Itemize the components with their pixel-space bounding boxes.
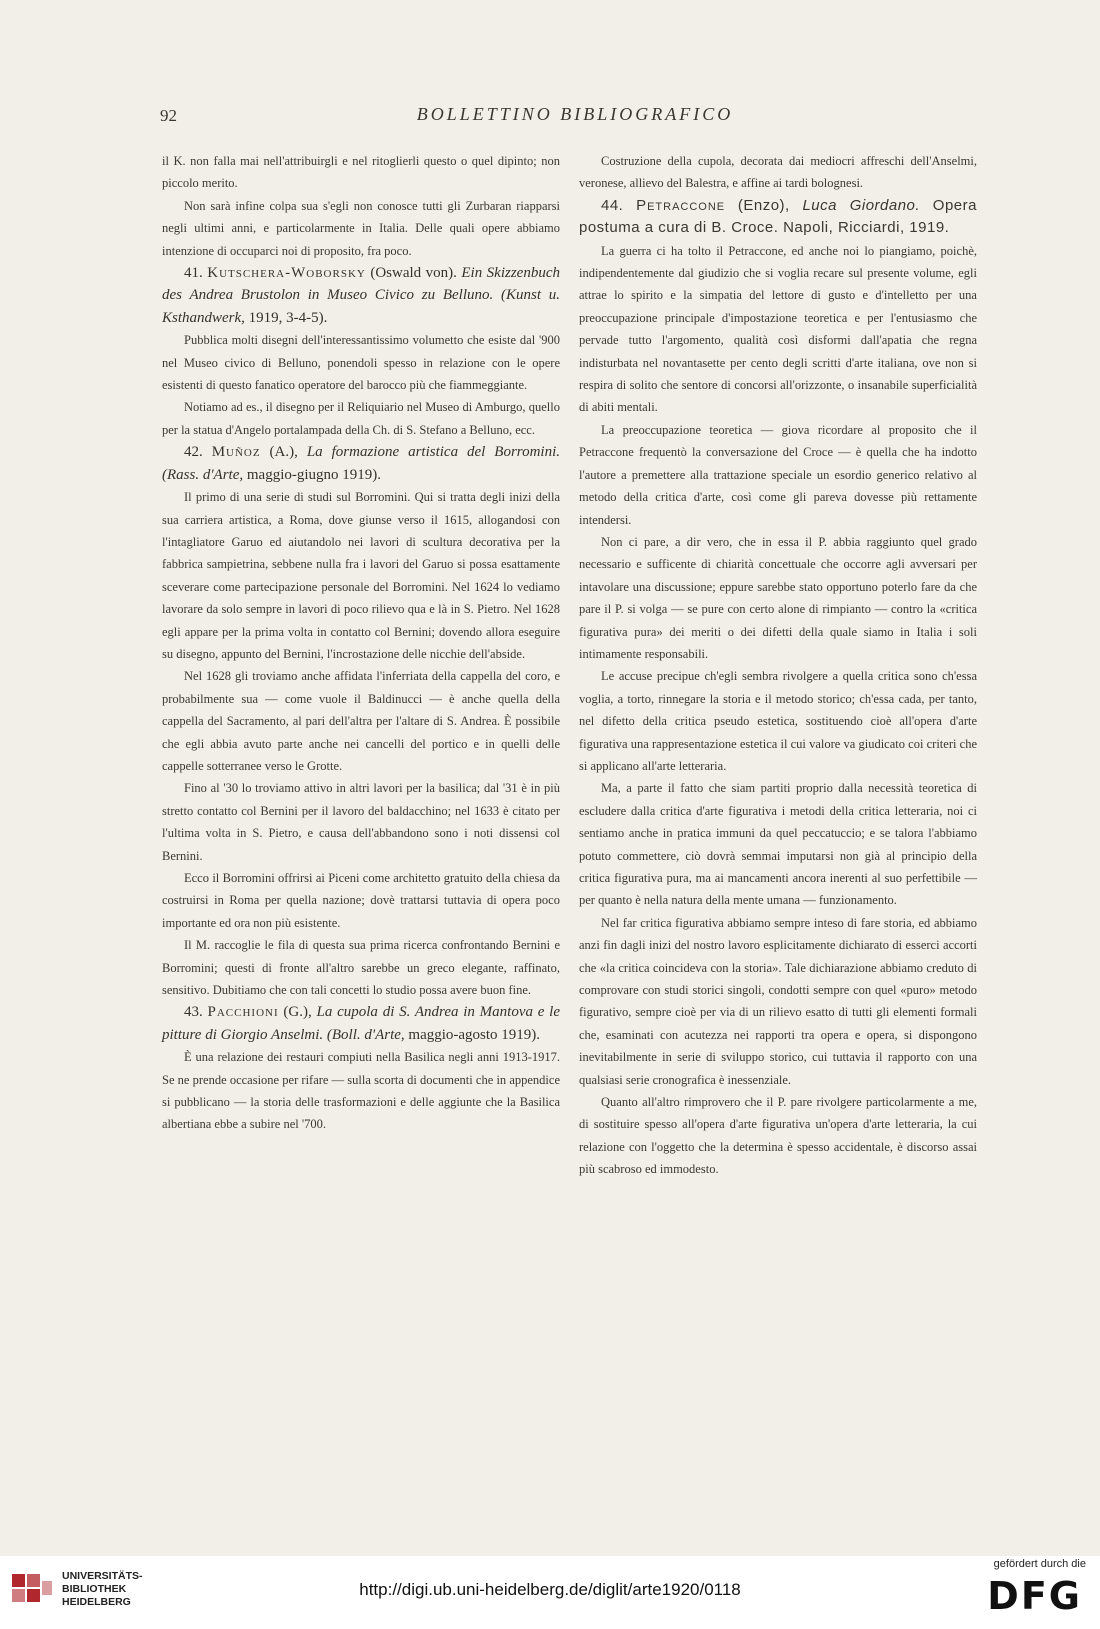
footer-bar bbox=[0, 1556, 1100, 1629]
paragraph: Costruzione della cupola, decorata dai mediocri affreschi dell'Anselmi, veronese, allievo del Balestra, e affine ai tardi bolognesi. bbox=[579, 154, 977, 191]
library-name-line: UNIVERSITÄTS- bbox=[62, 1570, 143, 1582]
entry-title: Luca Giordano. bbox=[802, 196, 921, 214]
paragraph: Ecco il Borromini offrirsi ai Piceni come architetto gratuito della chiesa da costruirsi in Roma per quella nazione; dovè trattarsi tuttavia di opera poco importante ed ora non più esistente. bbox=[162, 871, 560, 930]
paragraph: Fino al '30 lo troviamo attivo in altri lavori per la basilica; dal '31 è in più stretto contatto col Bernini per il lavoro del baldacchino; nel 1633 è citato per l'ultima volta in S. Pietro, e causa dell'abbandono sono i noti dissensi col Bernini. bbox=[162, 781, 560, 863]
paragraph: Non sarà infine colpa sua s'egli non conosce tutti gli Zurbaran riapparsi negli ultimi anni, e particolarmente in Italia. Delle quali opere abbiamo intenzione di occuparci noi di proposito, fra poco. bbox=[162, 198, 560, 258]
paragraph: Quanto all'altro rimprovero che il P. pare rivolgere particolarmente a me, di sostituire spesso all'opera d'arte figurativa un'opera d'arte letteraria, la cui relazione con l'oggetto che la determina è spesso accidentale, è discorso assai più scabroso ed immodesto. bbox=[579, 1095, 977, 1177]
entry-source: (Rass. d'Arte, bbox=[162, 466, 244, 483]
paragraph: Pubblica molti disegni dell'interessantissimo volumetto che esiste dal '900 nel Museo civico di Belluno, ponendoli spesso in relazione con le opere esistenti di questo fanatico operatore del barocco più che fiammeggiante. bbox=[162, 333, 560, 393]
source-url-link[interactable]: http://digi.ub.uni-heidelberg.de/diglit/arte1920/0118 bbox=[359, 1580, 741, 1599]
paragraph: È una relazione dei restauri compiuti nella Basilica negli anni 1913-1917. Se ne prende occasione per rifare — sulla scorta di documenti che in appendice si pubblicano — la storia delle trasformazioni e delle aggiunte che la Basilica albertiana ebbe a subire nel '700. bbox=[162, 1050, 560, 1132]
entry-source: (Kunst u. Ksthandwerk, bbox=[162, 287, 560, 326]
entry-author-first: (Oswald von). bbox=[370, 265, 457, 282]
paragraph: il K. non falla mai nell'attribuirgli e nel ritoglierli questo o quel dipinto; non piccolo merito. bbox=[162, 154, 560, 191]
entry-title: Ein Skizzenbuch des Andrea Brustolon in Museo Civico zu Belluno. bbox=[162, 265, 560, 304]
entry-author-first: (A.), bbox=[269, 444, 298, 461]
bibliography-entry-44 bbox=[579, 195, 977, 240]
bibliography-entry-43 bbox=[162, 1001, 560, 1046]
entry-number: 42. bbox=[184, 444, 203, 461]
left-column bbox=[162, 150, 560, 1136]
entry-author-first: (G.), bbox=[283, 1004, 312, 1021]
entry-author: Kutschera-Woborsky bbox=[207, 265, 366, 282]
library-name-line: HEIDELBERG bbox=[62, 1596, 131, 1608]
entry-author-first: (Enzo), bbox=[737, 196, 790, 214]
entry-number: 43. bbox=[184, 1004, 203, 1021]
entry-publication: Opera postuma a cura di B. Croce. Napoli, Ricciardi, 1919. bbox=[579, 196, 977, 237]
entry-author: Muñoz bbox=[211, 444, 261, 461]
entry-date: maggio-giugno 1919). bbox=[246, 466, 382, 483]
entry-author: Pacchioni bbox=[207, 1004, 279, 1021]
entry-number: 44. bbox=[601, 196, 624, 214]
running-head bbox=[160, 104, 990, 134]
bibliography-entry-41 bbox=[162, 262, 560, 329]
paragraph: Il M. raccoglie le fila di questa sua prima ricerca confrontando Bernini e Borromini; questi di fronte all'altro sarebbe un greco elegante, raffinato, sensitivo. Dubitiamo che con tali concetti lo studio possa avere buon fine. bbox=[162, 938, 560, 998]
dfg-logo-icon[interactable]: DFG bbox=[987, 1574, 1082, 1618]
paragraph: Notiamo ad es., il disegno per il Reliquiario nel Museo di Amburgo, quello per la statua d'Angelo portalampada della Ch. di S. Stefano a Belluno, ecc. bbox=[162, 400, 560, 437]
funding-note: gefördert durch die bbox=[993, 1558, 1086, 1570]
paragraph: La guerra ci ha tolto il Petraccone, ed anche noi lo piangiamo, poichè, indipendentemente dal giudizio che si voglia recare sul presente volume, egli attrae lo spirito e la simpatia del lettore di gusto e d'intelletto per una preoccupazione principale d'impostazione teoretica e per l'entusiasmo che pervade tutto l'argomento, qualità così disformi dall'apatia che regna indisturbata nel novantasette per cento degli scritti d'arte italiana, ove non si respira di solito che sentore di concorsi all'orizzonte, o insanabile superficialità di abiti mentali. bbox=[579, 243, 977, 415]
entry-source: (Boll. d'Arte, bbox=[326, 1026, 405, 1043]
entry-title: La cupola di S. Andrea in Mantova e le pitture di Giorgio Anselmi. bbox=[162, 1004, 560, 1043]
paragraph: Non ci pare, a dir vero, che in essa il P. abbia raggiunto quel grado necessario e sufficente di chiarità concettuale che occorre agli avversari per intavolare una discussione; eppure sarebbe stato opportuno poterlo fare da che pare il P. si volga — se pure con certo alone di rimpianto — contro la «critica figurativa pura» dei meriti o dei difetti della quale siamo in Italia i soli intimamente responsabili. bbox=[579, 534, 977, 661]
paragraph: Le accuse precipue ch'egli sembra rivolgere a quella critica sono ch'essa voglia, a torto, rinnegare la storia e il metodo storico; ch'essa cada, per tanto, nel difetto della critica pseudo estetica, sostituendo cioè all'opera d'arte figurativa una rappresentazione estetica il cui valore va giudicato coi criteri che si applicano all'arte letteraria. bbox=[579, 669, 977, 773]
page-number: 92 bbox=[160, 106, 177, 125]
entry-date: 1919, 3-4-5). bbox=[248, 309, 328, 326]
journal-title: BOLLETTINO BIBLIOGRAFICO bbox=[416, 104, 734, 124]
paragraph: Ma, a parte il fatto che siam partiti proprio dalla necessità teoretica di escludere dalla critica d'arte figurativa i metodi della critica letteraria, noi ci sentiamo anche in pratica immuni da quel peccatuccio; e se talora l'abbiamo potuto commettere, ciò dovrà semmai imputarsi non già al principio della critica figurativa pura, ma ai mancamenti ancora inerenti al suo perfettibile — per quanto è nella natura della mente umana — funzionamento. bbox=[579, 781, 977, 908]
paragraph: La preoccupazione teoretica — giova ricordare al proposito che il Petraccone frequentò la conversazione del Croce — è quella che ha indotto l'autore a premettere alla trattazione speciale un esordio generico relativo al metodo della critica d'arte, così come gli pareva dovesse più rettamente intendersi. bbox=[579, 422, 977, 527]
library-name-line: BIBLIOTHEK bbox=[62, 1583, 127, 1595]
entry-date: maggio-agosto 1919). bbox=[408, 1026, 541, 1043]
entry-author: Petraccone bbox=[636, 196, 726, 214]
paragraph: Il primo di una serie di studi sul Borromini. Qui si tratta degli inizi della sua carriera artistica, a Roma, dove giunse verso il 1615, allogandosi con l'intagliatore Garuo ed aiutandolo nei lavori di scultura decorativa per la fabbrica sampietrina, sebbene nulla fra i lavori del Garuo si possa esattamente sceverare come partecipazione personale del Borromini. Nel 1624 lo vediamo lavorare da solo sempre in lavori di poco rilievo qua e là in S. Pietro. Nel 1628 egli appare per la prima volta in contatto col Bernini; dovendo allora eseguire su disegno, appunto del Bernini, l'incrostazione delle nicchie dell'abside. bbox=[162, 490, 560, 661]
paragraph: Nel 1628 gli troviamo anche affidata l'inferriata della cappella del coro, e probabilmente sua — come vuole il Baldinucci — è anche quella della cappella del Sacramento, al pari dell'altra per l'altare di S. Andrea. È possibile che egli abbia avuto parte anche nei cancelli del portico e in quelli delle cappelle sotterranee verso le Grotte. bbox=[162, 669, 560, 773]
entry-title: La formazione artistica del Borromini. bbox=[306, 444, 560, 461]
right-column bbox=[579, 150, 977, 1181]
bibliography-entry-42 bbox=[162, 441, 560, 486]
paragraph: Nel far critica figurativa abbiamo sempre inteso di fare storia, ed abbiamo anzi fin dagli inizi del nostro lavoro esplicitamente dichiarato di esserci accorti che «la critica coincideva con la storia». Tale dichiarazione abbiamo creduto di comprovare con studi storici singoli, condotti sempre con quel «puro» metodo figurativo, sempre cioè per via di un rilievo esatto di tutti gli elementi formali che, esaminati con acutezza nei rapporti tra opera e opera, si dispongono inevitabilmente in serie di sviluppo storico, cui tuttavia il rapporto con una qualsiasi serie cronografica è inessenziale. bbox=[579, 915, 977, 1087]
entry-number: 41. bbox=[184, 265, 203, 282]
